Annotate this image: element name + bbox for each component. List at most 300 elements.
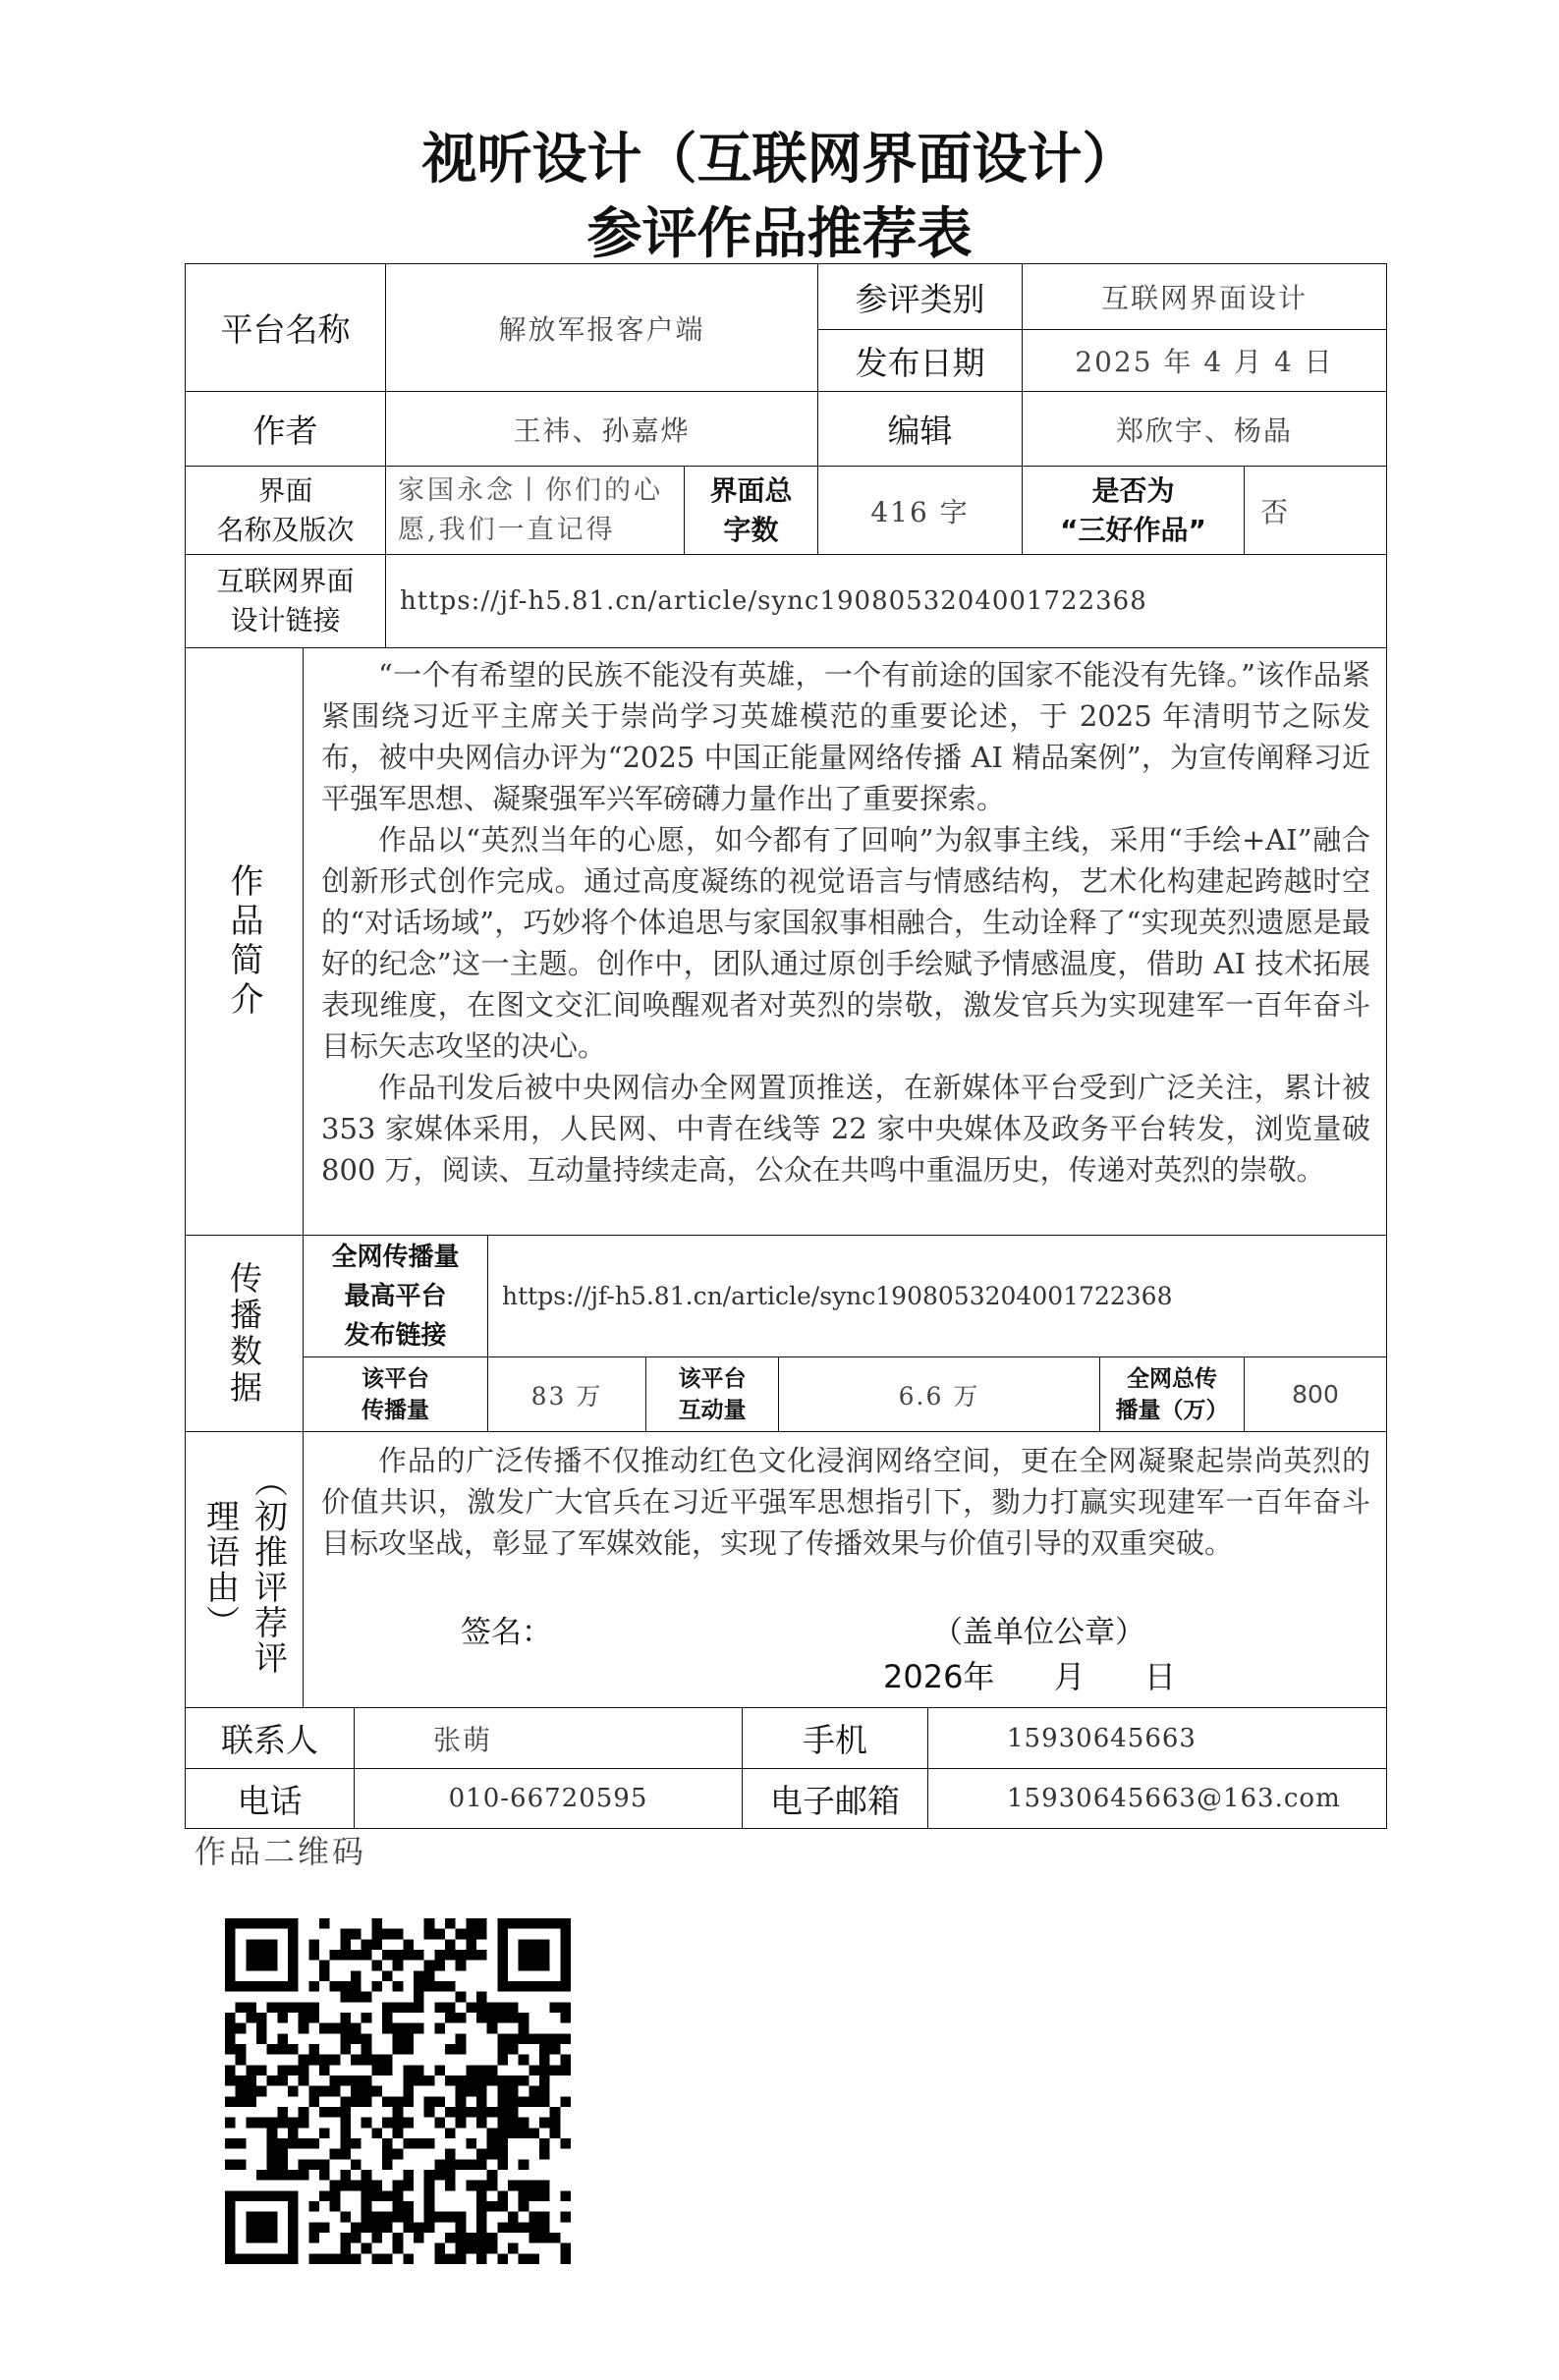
- qr-module: [382, 2023, 393, 2034]
- qr-module: [246, 2086, 256, 2097]
- qr-module: [539, 2055, 550, 2066]
- qr-module: [393, 2212, 404, 2223]
- qr-module: [487, 2243, 498, 2254]
- qr-finder: [560, 1918, 571, 1992]
- qr-module: [225, 2065, 236, 2076]
- qr-module: [267, 2118, 278, 2129]
- qr-module: [497, 2118, 508, 2129]
- qr-module: [424, 2170, 435, 2181]
- qr-finder: [497, 1918, 571, 1929]
- qr-finder: [497, 1918, 508, 1992]
- qr-module: [319, 2170, 330, 2181]
- qr-module: [267, 2044, 278, 2055]
- qr-module: [466, 1918, 476, 1929]
- qr-module: [456, 2044, 467, 2055]
- link-label: [185, 554, 386, 648]
- qr-module: [351, 1950, 362, 1961]
- qr-finder: [225, 1918, 236, 1992]
- qr-module: [487, 2170, 498, 2181]
- qr-module: [424, 1961, 435, 1971]
- qr-module: [529, 2065, 539, 2076]
- intro-label: 作品简介: [224, 862, 263, 1021]
- qr-finder: [519, 1939, 550, 1970]
- qr-module: [288, 2128, 299, 2138]
- qr-module: [476, 2222, 487, 2233]
- qr-module: [393, 2107, 404, 2118]
- total-spread-value: 800: [1244, 1356, 1387, 1432]
- qr-module: [340, 2033, 351, 2044]
- qr-module: [414, 1950, 424, 1961]
- qr-module: [225, 2013, 236, 2023]
- qr-module: [225, 2138, 236, 2149]
- interface-name-label-line2: 名称及版次: [216, 513, 355, 546]
- qr-module: [246, 2118, 256, 2129]
- platform-spread-label-line: 该平台: [362, 1365, 429, 1392]
- qr-module: [434, 2096, 445, 2107]
- qr-module: [508, 2212, 519, 2223]
- qr-module: [351, 1992, 362, 2003]
- qr-module: [403, 2170, 414, 2181]
- qr-finder: [246, 2212, 277, 2243]
- qr-module: [476, 2233, 487, 2243]
- qr-module: [393, 1981, 404, 1992]
- qr-module: [319, 2023, 330, 2034]
- qr-module: [550, 2233, 561, 2243]
- qr-module: [529, 2253, 539, 2264]
- qr-module: [445, 2107, 456, 2118]
- qr-module: [330, 2149, 341, 2160]
- qr-module: [519, 2128, 529, 2138]
- recommend-text: 作品的广泛传播不仅推动红色文化浸润网络空间，更在全网凝聚起崇尚英烈的价值共识，激发广大官兵在习近平强军思想指引下，勠力打赢实现建军一百年奋斗目标攻坚战，彰显了军媒效能，实现了传播效果与价值引导的双重突破。: [321, 1444, 1370, 1560]
- qr-module: [319, 1970, 330, 1981]
- qr-module: [340, 1950, 351, 1961]
- top-platform-label-line: 最高平台: [344, 1281, 447, 1311]
- qr-module: [288, 2138, 299, 2149]
- qr-module: [340, 2096, 351, 2107]
- category-value: 互联网界面设计: [1022, 263, 1387, 330]
- qr-module: [403, 2212, 414, 2223]
- qr-module: [476, 2076, 487, 2086]
- qr-module: [371, 2233, 382, 2243]
- qr-module: [340, 1992, 351, 2003]
- qr-module: [225, 2023, 236, 2034]
- qr-module: [330, 1950, 341, 1961]
- sign-date-year: 2026年: [883, 1658, 995, 1695]
- qr-module: [371, 2055, 382, 2066]
- wordcount-value: 416 字: [817, 466, 1023, 555]
- qr-module: [497, 2128, 508, 2138]
- qr-module: [445, 2002, 456, 2013]
- qr-module: [256, 2033, 267, 2044]
- qr-module: [403, 2096, 414, 2107]
- page-subtitle: 参评作品推荐表: [586, 202, 973, 266]
- qr-module: [382, 2138, 393, 2149]
- sign-date-month: 月: [1053, 1658, 1086, 1695]
- qr-module: [256, 2086, 267, 2097]
- qr-module: [414, 1970, 424, 1981]
- qr-module: [403, 2086, 414, 2097]
- contact-person-label: 联系人: [185, 1707, 355, 1769]
- qr-module: [362, 2076, 372, 2086]
- qr-module: [529, 2096, 539, 2107]
- qr-module: [476, 1992, 487, 2003]
- qr-module: [351, 2033, 362, 2044]
- qr-module: [424, 2212, 435, 2223]
- qr-module: [351, 2076, 362, 2086]
- qr-module: [340, 2044, 351, 2055]
- qr-module: [487, 2128, 498, 2138]
- qr-module: [560, 2002, 571, 2013]
- qr-module: [550, 2033, 561, 2044]
- qr-module: [414, 2023, 424, 2034]
- qr-module: [362, 2222, 372, 2233]
- qr-module: [466, 2138, 476, 2149]
- qr-module: [236, 2023, 247, 2034]
- qr-module: [445, 2128, 456, 2138]
- qr-code[interactable]: [225, 1918, 571, 2264]
- qr-module: [340, 2076, 351, 2086]
- qr-module: [382, 2118, 393, 2129]
- top-platform-link[interactable]: https://jf-h5.81.cn/article/sync1908053204001722368: [487, 1235, 1387, 1357]
- qr-module: [236, 2159, 247, 2170]
- qr-module: [382, 2149, 393, 2160]
- qr-module: [288, 2002, 299, 2013]
- interface-name-label: [185, 466, 386, 555]
- qr-module: [466, 2159, 476, 2170]
- qr-module: [362, 2201, 372, 2212]
- intro-paragraph: 作品刊发后被中央网信办全网置顶推送，在新媒体平台受到广泛关注，累计被 353 家媒体采用，人民网、中青在线等 22 家中央媒体及政务平台转发，浏览量破 800 万，阅读、互动量持续走高，公众在共鸣中重温历史，传递对英烈的崇敬。: [321, 1071, 1370, 1187]
- qr-module: [456, 2118, 467, 2129]
- intro-paragraph: “一个有希望的民族不能没有英雄，一个有前途的国家不能没有先锋。”该作品紧紧围绕习近平主席关于崇尚学习英雄模范的重要论述，于 2025 年清明节之际发布，被中央网信办评为“2025 中国正能量网络传播 AI 精品案例”，为宣传阐释习近平强军思想、凝聚强军兴军磅礴力量作出了重要探索。: [321, 658, 1370, 815]
- qr-module: [340, 2128, 351, 2138]
- qr-module: [403, 2253, 414, 2264]
- total-spread-label-line: 播量（万）: [1115, 1397, 1229, 1423]
- qr-module: [476, 2190, 487, 2201]
- qr-module: [497, 2107, 508, 2118]
- mobile-value: 15930645663: [927, 1707, 1387, 1769]
- qr-module: [414, 2002, 424, 2013]
- qr-module: [351, 1981, 362, 1992]
- qr-module: [362, 2181, 372, 2191]
- qr-module: [362, 2044, 372, 2055]
- qr-module: [225, 2033, 236, 2044]
- qr-module: [424, 1918, 435, 1929]
- qr-module: [539, 2138, 550, 2149]
- qr-module: [434, 2065, 445, 2076]
- qr-module: [434, 2253, 445, 2264]
- qr-module: [256, 2118, 267, 2129]
- spread-label: 传播数据: [225, 1260, 263, 1407]
- qr-module: [497, 2055, 508, 2066]
- qr-module: [362, 2096, 372, 2107]
- qr-module: [256, 2065, 267, 2076]
- qr-module: [529, 2222, 539, 2233]
- total-spread-label-line: 全网总传: [1127, 1365, 1217, 1392]
- recommend-label-cell: [185, 1431, 304, 1708]
- qr-module: [456, 1961, 467, 1971]
- qr-module: [246, 2065, 256, 2076]
- qr-module: [330, 2107, 341, 2118]
- platform-interact-label-line: 互动量: [678, 1397, 747, 1423]
- interface-link[interactable]: https://jf-h5.81.cn/article/sync1908053204001722368: [385, 554, 1387, 648]
- qr-module: [308, 2253, 319, 2264]
- qr-module: [340, 2118, 351, 2129]
- qr-module: [277, 2138, 288, 2149]
- qr-finder: [225, 1981, 299, 1992]
- qr-module: [371, 1939, 382, 1950]
- qr-finder: [497, 1981, 571, 1992]
- qr-module: [371, 2065, 382, 2076]
- qr-module: [267, 2076, 278, 2086]
- qr-module: [393, 1961, 404, 1971]
- qr-module: [393, 2096, 404, 2107]
- qr-module: [519, 2023, 529, 2034]
- contact-person-value: 张萌: [354, 1707, 743, 1769]
- wordcount-label: [684, 466, 818, 555]
- qr-module: [371, 2190, 382, 2201]
- qr-module: [519, 2190, 529, 2201]
- qr-module: [529, 2033, 539, 2044]
- qr-module: [299, 2118, 309, 2129]
- intro-label-cell: [185, 647, 304, 1236]
- qr-module: [424, 2096, 435, 2107]
- qr-module: [382, 1929, 393, 1940]
- editor-value: 郑欣宇、杨晶: [1022, 391, 1387, 467]
- qr-module: [393, 2201, 404, 2212]
- qr-module: [308, 2222, 319, 2233]
- qr-module: [466, 2233, 476, 2243]
- qr-module: [330, 2181, 341, 2191]
- qr-module: [508, 2222, 519, 2233]
- qr-module: [414, 2076, 424, 2086]
- qr-module: [362, 2170, 372, 2181]
- qr-module: [434, 2023, 445, 2034]
- qr-module: [560, 2243, 571, 2254]
- qr-module: [497, 2076, 508, 2086]
- qr-module: [403, 2044, 414, 2055]
- qr-module: [308, 2002, 319, 2013]
- qr-module: [434, 2159, 445, 2170]
- platform-spread-value: 83 万: [487, 1356, 646, 1432]
- qr-finder: [288, 1918, 299, 1992]
- qr-module: [456, 2233, 467, 2243]
- qr-module: [299, 2159, 309, 2170]
- qr-module: [393, 2118, 404, 2129]
- qr-module: [393, 1950, 404, 1961]
- top-platform-label-line: 发布链接: [344, 1320, 447, 1351]
- phone-value: 010-66720595: [354, 1768, 743, 1829]
- intro-text-cell: [303, 647, 1387, 1236]
- qr-module: [351, 1970, 362, 1981]
- qr-module: [299, 2138, 309, 2149]
- qr-module: [340, 2138, 351, 2149]
- qr-module: [371, 2128, 382, 2138]
- qr-module: [466, 2243, 476, 2254]
- qr-module: [351, 2222, 362, 2233]
- qr-module: [529, 2128, 539, 2138]
- qr-module: [434, 2243, 445, 2254]
- qr-module: [382, 2190, 393, 2201]
- qr-module: [362, 2190, 372, 2201]
- qr-module: [382, 2096, 393, 2107]
- qr-module: [497, 2159, 508, 2170]
- qr-module: [403, 2033, 414, 2044]
- qr-module: [519, 2159, 529, 2170]
- qr-module: [466, 2076, 476, 2086]
- qr-module: [319, 2107, 330, 2118]
- qr-module: [330, 2253, 341, 2264]
- qr-module: [403, 1950, 414, 1961]
- qr-module: [393, 2243, 404, 2254]
- qr-module: [497, 2013, 508, 2023]
- link-label-line2: 设计链接: [230, 604, 341, 637]
- qr-module: [299, 2107, 309, 2118]
- editor-label: 编辑: [817, 391, 1023, 467]
- qr-module: [456, 2096, 467, 2107]
- sanhao-label-line1: 是否为: [1091, 473, 1175, 507]
- qr-module: [382, 1970, 393, 1981]
- qr-module: [539, 2076, 550, 2086]
- qr-module: [225, 2118, 236, 2129]
- qr-module: [497, 2190, 508, 2201]
- qr-module: [434, 2118, 445, 2129]
- qr-module: [288, 2170, 299, 2181]
- qr-module: [393, 2033, 404, 2044]
- qr-module: [277, 2044, 288, 2055]
- qr-module: [476, 2096, 487, 2107]
- qr-caption: 作品二维码: [195, 1833, 367, 1870]
- qr-module: [519, 2222, 529, 2233]
- qr-module: [508, 2086, 519, 2097]
- qr-module: [476, 2181, 487, 2191]
- qr-module: [340, 2233, 351, 2243]
- qr-module: [371, 2181, 382, 2191]
- qr-module: [560, 2190, 571, 2201]
- qr-module: [330, 2190, 341, 2201]
- qr-module: [288, 2065, 299, 2076]
- sign-date-day: 日: [1143, 1658, 1176, 1695]
- qr-module: [424, 1970, 435, 1981]
- qr-module: [497, 2044, 508, 2055]
- qr-module: [308, 1950, 319, 1961]
- signature-label: 签名：: [461, 1615, 552, 1650]
- qr-module: [393, 2128, 404, 2138]
- qr-module: [456, 2253, 467, 2264]
- qr-module: [225, 2044, 236, 2055]
- qr-module: [256, 2170, 267, 2181]
- sanhao-label: [1022, 466, 1245, 555]
- qr-module: [476, 2013, 487, 2023]
- qr-module: [308, 2013, 319, 2023]
- qr-module: [466, 2065, 476, 2076]
- qr-module: [393, 2023, 404, 2034]
- qr-module: [308, 2086, 319, 2097]
- qr-module: [414, 2233, 424, 2243]
- qr-module: [277, 2170, 288, 2181]
- qr-module: [308, 2055, 319, 2066]
- qr-module: [456, 2222, 467, 2233]
- qr-module: [351, 2086, 362, 2097]
- qr-module: [476, 2212, 487, 2223]
- qr-module: [308, 2138, 319, 2149]
- qr-module: [299, 2013, 309, 2023]
- qr-module: [362, 2013, 372, 2023]
- qr-module: [340, 2170, 351, 2181]
- date-value: 2025 年 4 月 4 日: [1022, 329, 1387, 392]
- qr-module: [393, 2181, 404, 2191]
- qr-module: [340, 2243, 351, 2254]
- sign-date: [883, 1652, 1176, 1697]
- qr-module: [225, 2096, 236, 2107]
- qr-module: [529, 2212, 539, 2223]
- qr-module: [445, 2233, 456, 2243]
- qr-module: [371, 2253, 382, 2264]
- link-label-line1: 互联网界面: [216, 565, 355, 597]
- interface-name-label-line1: 界面: [257, 473, 313, 507]
- qr-module: [382, 2212, 393, 2223]
- qr-module: [434, 1961, 445, 1971]
- qr-module: [560, 2253, 571, 2264]
- qr-module: [476, 2118, 487, 2129]
- qr-module: [445, 2159, 456, 2170]
- qr-module: [371, 1929, 382, 1940]
- qr-module: [340, 2013, 351, 2023]
- platform-spread-label: [303, 1356, 488, 1432]
- qr-module: [550, 2118, 561, 2129]
- qr-module: [466, 1939, 476, 1950]
- qr-module: [487, 2201, 498, 2212]
- sanhao-label-line2: “三好作品”: [1060, 513, 1206, 546]
- wordcount-label-line1: 界面总: [709, 473, 793, 507]
- qr-module: [424, 2076, 435, 2086]
- recommend-cell: [303, 1431, 1387, 1708]
- qr-module: [560, 2096, 571, 2107]
- qr-module: [308, 2233, 319, 2243]
- page-title: 视听设计（互联网界面设计）: [421, 128, 1138, 192]
- author-value: 王祎、孙嘉烨: [385, 391, 818, 467]
- qr-module: [393, 2002, 404, 2013]
- platform-interact-label: [645, 1356, 779, 1432]
- qr-module: [487, 2107, 498, 2118]
- qr-module: [236, 2086, 247, 2097]
- qr-module: [319, 2065, 330, 2076]
- qr-module: [299, 2170, 309, 2181]
- qr-module: [351, 1929, 362, 1940]
- qr-module: [236, 2096, 247, 2107]
- qr-finder: [288, 2190, 299, 2264]
- qr-module: [299, 2076, 309, 2086]
- qr-module: [382, 2065, 393, 2076]
- qr-module: [267, 2128, 278, 2138]
- email-value[interactable]: 15930645663@163.com: [927, 1768, 1387, 1829]
- qr-module: [319, 1918, 330, 1929]
- qr-module: [519, 2013, 529, 2023]
- qr-module: [434, 1981, 445, 1992]
- qr-finder: [225, 1918, 299, 1929]
- qr-module: [497, 2002, 508, 2013]
- qr-module: [403, 2065, 414, 2076]
- qr-module: [340, 2212, 351, 2223]
- qr-module: [497, 2253, 508, 2264]
- qr-module: [340, 2107, 351, 2118]
- qr-module: [330, 2023, 341, 2034]
- phone-label: 电话: [185, 1768, 355, 1829]
- qr-module: [466, 2181, 476, 2191]
- qr-module: [445, 1939, 456, 1950]
- qr-module: [445, 2212, 456, 2223]
- qr-module: [476, 2002, 487, 2013]
- qr-module: [456, 2013, 467, 2023]
